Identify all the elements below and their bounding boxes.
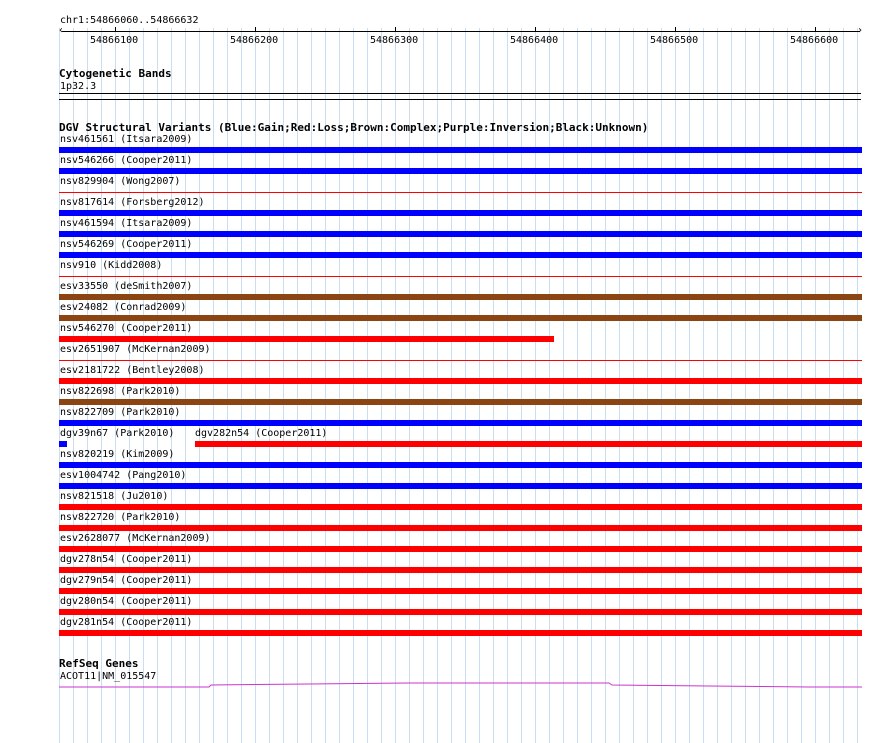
dgv-track-label[interactable]: nsv822698 (Park2010) [60,386,181,397]
dgv-track-label[interactable]: nsv546270 (Cooper2011) [60,323,193,334]
cytoband-bar-top [59,93,861,94]
dgv-track-label[interactable]: nsv910 (Kidd2008) [60,260,163,271]
dgv-track-bar[interactable] [59,147,862,153]
ruler-tick-label: 54866500 [650,35,699,46]
dgv-track-label[interactable]: esv1004742 (Pang2010) [60,470,187,481]
dgv-track-bar[interactable] [59,420,862,426]
dgv-track-bar[interactable] [59,210,862,216]
dgv-track-label[interactable]: nsv461594 (Itsara2009) [60,218,193,229]
ruler-tick [395,27,396,32]
dgv-track-label[interactable]: dgv39n67 (Park2010) [60,428,175,439]
dgv-track-bar[interactable] [59,378,862,384]
ruler-left-arrow-icon: ‹ [58,25,65,36]
ruler [0,0,890,60]
refseq-gene-label[interactable]: ACOT11|NM_015547 [60,671,157,682]
dgv-track-bar[interactable] [59,546,862,552]
dgv-track-bar[interactable] [195,441,862,447]
cytoband-title: Cytogenetic Bands [59,67,172,80]
dgv-track-bar[interactable] [59,294,862,300]
ruler-right-arrow-icon: › [857,25,864,36]
dgv-track-bar[interactable] [59,588,862,594]
dgv-track-label[interactable]: nsv829904 (Wong2007) [60,176,181,187]
dgv-track-bar[interactable] [59,360,862,361]
dgv-track-label[interactable]: dgv282n54 (Cooper2011) [195,428,328,439]
dgv-track-bar[interactable] [59,231,862,237]
dgv-section [0,120,890,640]
ruler-tick [255,27,256,32]
dgv-track-bar[interactable] [59,609,862,615]
ruler-tick-label: 54866200 [230,35,279,46]
ruler-location: chr1:54866060..54866632 [60,15,199,26]
ruler-tick [815,27,816,32]
ruler-tick-label: 54866100 [90,35,139,46]
dgv-track-bar[interactable] [59,630,862,636]
dgv-track-label[interactable]: esv2628077 (McKernan2009) [60,533,211,544]
dgv-track-label[interactable]: nsv821518 (Ju2010) [60,491,169,502]
cytoband-bar-bottom [59,99,861,100]
dgv-track-label[interactable]: esv33550 (deSmith2007) [60,281,193,292]
dgv-track-bar[interactable] [59,567,862,573]
dgv-track-label[interactable]: esv2181722 (Bentley2008) [60,365,205,376]
ruler-tick [675,27,676,32]
ruler-tick [115,27,116,32]
dgv-track-label[interactable]: nsv820219 (Kim2009) [60,449,175,460]
dgv-track-label[interactable]: nsv546266 (Cooper2011) [60,155,193,166]
dgv-track-bar[interactable] [59,276,862,277]
dgv-track-label[interactable]: nsv822709 (Park2010) [60,407,181,418]
refseq-title: RefSeq Genes [59,657,139,670]
dgv-track-bar[interactable] [59,399,862,405]
dgv-track-bar[interactable] [59,192,862,193]
dgv-track-label[interactable]: dgv281n54 (Cooper2011) [60,617,193,628]
dgv-track-bar[interactable] [59,462,862,468]
refseq-gene-line[interactable] [59,680,862,692]
dgv-track-bar[interactable] [59,168,862,174]
dgv-track-bar[interactable] [59,525,862,531]
refseq-section [0,656,890,706]
dgv-track-label[interactable]: dgv280n54 (Cooper2011) [60,596,193,607]
ruler-tick-label: 54866400 [510,35,559,46]
ruler-tick-label: 54866300 [370,35,419,46]
dgv-track-label[interactable]: nsv817614 (Forsberg2012) [60,197,205,208]
dgv-track-bar[interactable] [59,315,862,321]
dgv-title: DGV Structural Variants (Blue:Gain;Red:Loss;Brown:Complex;Purple:Inversion;Black:Unknown) [59,121,649,134]
ruler-tick [535,27,536,32]
dgv-track-bar[interactable] [59,336,554,342]
dgv-track-label[interactable]: esv2651907 (McKernan2009) [60,344,211,355]
dgv-track-label[interactable]: nsv546269 (Cooper2011) [60,239,193,250]
ruler-tick-label: 54866600 [790,35,839,46]
ruler-axis [62,31,860,32]
dgv-track-bar[interactable] [59,504,862,510]
cytoband-label: 1p32.3 [60,81,97,92]
cytoband-section [0,66,890,106]
dgv-track-bar[interactable] [59,252,862,258]
dgv-track-bar[interactable] [59,441,67,447]
dgv-track-bar[interactable] [59,483,862,489]
dgv-track-label[interactable]: nsv822720 (Park2010) [60,512,181,523]
dgv-track-label[interactable]: dgv279n54 (Cooper2011) [60,575,193,586]
dgv-track-label[interactable]: esv24082 (Conrad2009) [60,302,187,313]
dgv-track-label[interactable]: nsv461561 (Itsara2009) [60,134,193,145]
dgv-track-label[interactable]: dgv278n54 (Cooper2011) [60,554,193,565]
